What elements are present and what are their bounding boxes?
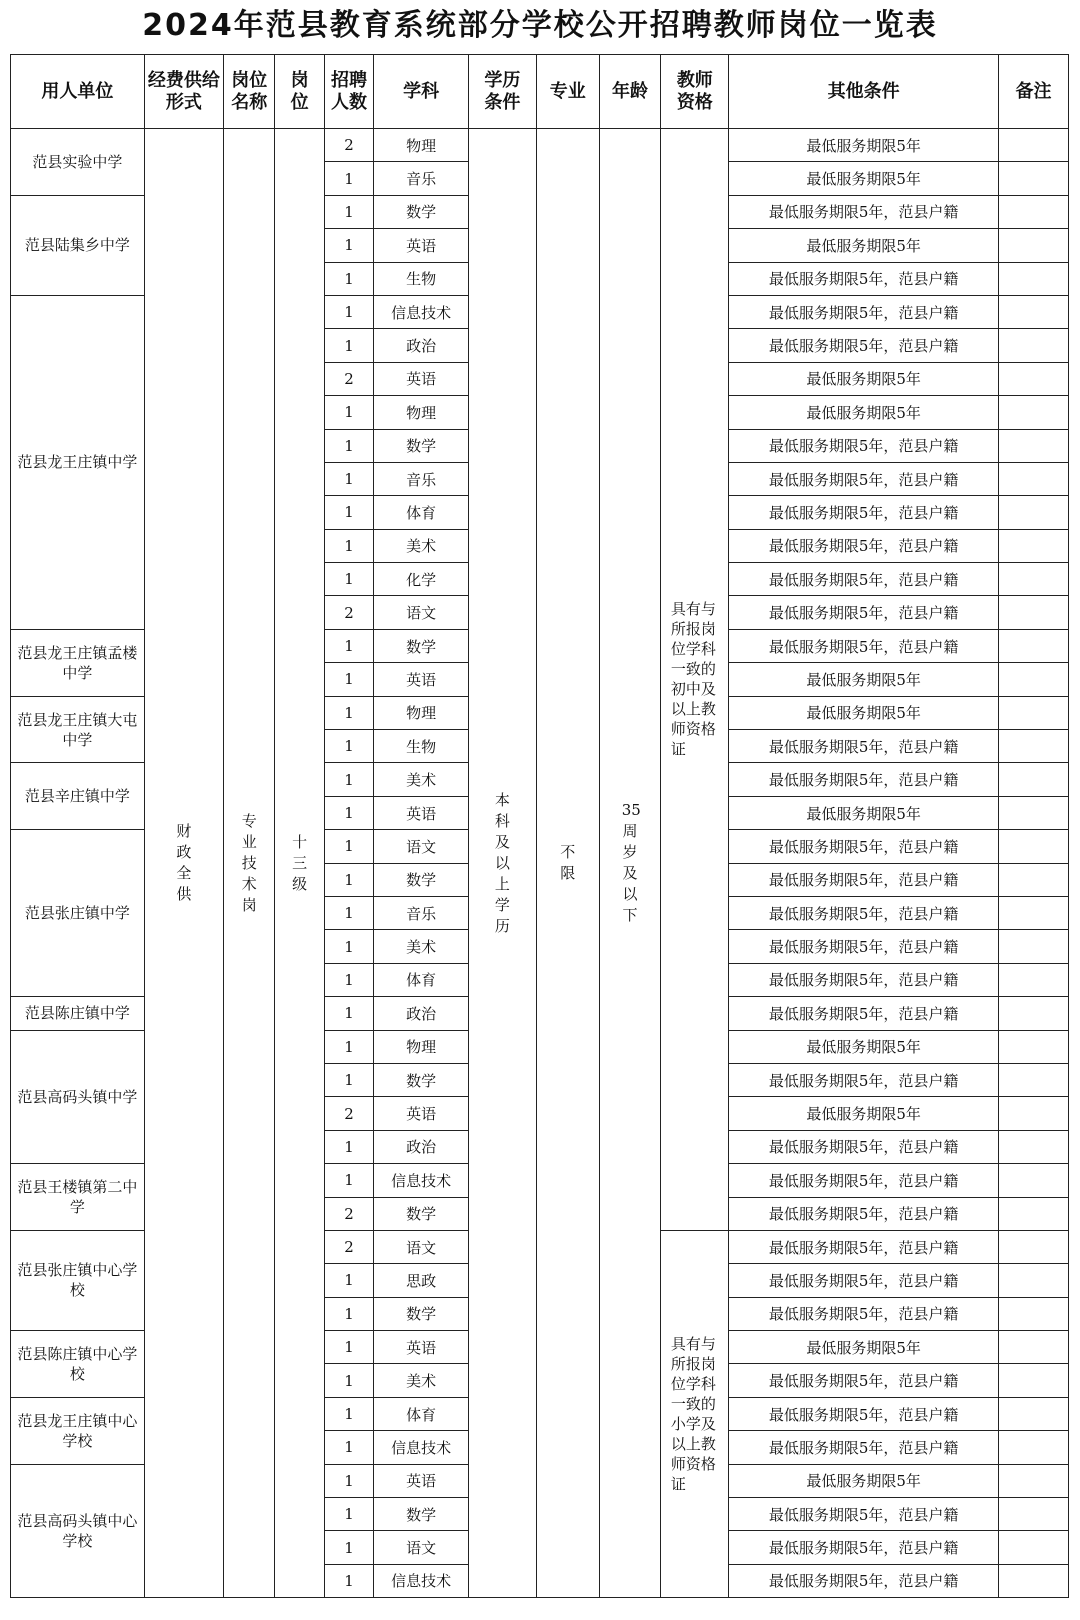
other-cell: 最低服务期限5年，范县户籍: [729, 329, 999, 362]
remark-cell: [998, 1030, 1068, 1063]
other-cell: 最低服务期限5年，范县户籍: [729, 195, 999, 228]
count-cell: 1: [324, 1364, 373, 1397]
subject-cell: 物理: [374, 696, 469, 729]
count-cell: 2: [324, 129, 373, 162]
other-cell: 最低服务期限5年，范县户籍: [729, 529, 999, 562]
remark-cell: [998, 1230, 1068, 1263]
header-count: [324, 55, 373, 129]
other-cell: 最低服务期限5年，范县户籍: [729, 262, 999, 295]
subject-cell: 数学: [374, 1197, 469, 1230]
subject-cell: 美术: [374, 1364, 469, 1397]
subject-cell: 数学: [374, 429, 469, 462]
count-cell: 1: [324, 1331, 373, 1364]
subject-cell: 美术: [374, 763, 469, 796]
count-cell: 1: [324, 863, 373, 896]
remark-cell: [998, 295, 1068, 328]
unit-cell: 范县高码头镇中心学校: [11, 1464, 145, 1598]
count-cell: 1: [324, 563, 373, 596]
other-cell: 最低服务期限5年，范县户籍: [729, 1431, 999, 1464]
remark-cell: [998, 496, 1068, 529]
subject-cell: 英语: [374, 362, 469, 395]
count-cell: 1: [324, 1030, 373, 1063]
count-cell: 1: [324, 195, 373, 228]
remark-cell: [998, 229, 1068, 262]
other-cell: 最低服务期限5年，范县户籍: [729, 830, 999, 863]
remark-cell: [998, 1264, 1068, 1297]
remark-cell: [998, 329, 1068, 362]
other-cell: 最低服务期限5年，范县户籍: [729, 763, 999, 796]
remark-cell: [998, 429, 1068, 462]
grade-cell-text: 十三级: [292, 832, 308, 893]
count-cell: 1: [324, 1164, 373, 1197]
remark-cell: [998, 796, 1068, 829]
teacher-qual-text: 具有与所报岗位学科一致的初中及以上教师资格证: [670, 600, 716, 759]
subject-cell: 数学: [374, 195, 469, 228]
other-cell: 最低服务期限5年，范县户籍: [729, 1297, 999, 1330]
count-cell: 2: [324, 1097, 373, 1130]
count-cell: 1: [324, 396, 373, 429]
remark-cell: [998, 896, 1068, 929]
header-count-text: 招聘人数: [331, 69, 368, 113]
remark-cell: [998, 1397, 1068, 1430]
count-cell: 1: [324, 295, 373, 328]
unit-cell: 范县陈庄镇中心学校: [11, 1331, 145, 1398]
other-cell: 最低服务期限5年，范县户籍: [729, 1264, 999, 1297]
unit-cell: 范县陆集乡中学: [11, 195, 145, 295]
age-cell-text: 35周岁及以下: [621, 801, 641, 925]
other-cell: 最低服务期限5年，范县户籍: [729, 1531, 999, 1564]
other-cell: 最低服务期限5年，范县户籍: [729, 1130, 999, 1163]
header-teacher-qual-text: 教师资格: [676, 69, 713, 113]
subject-cell: 音乐: [374, 896, 469, 929]
other-cell: 最低服务期限5年，范县户籍: [729, 596, 999, 629]
major-cell: [536, 129, 599, 1598]
other-cell: 最低服务期限5年: [729, 1331, 999, 1364]
subject-cell: 体育: [374, 1397, 469, 1430]
subject-cell: 英语: [374, 229, 469, 262]
header-education-text: 学历条件: [484, 69, 521, 113]
unit-cell: 范县王楼镇第二中学: [11, 1164, 145, 1231]
header-grade: [275, 55, 324, 129]
header-position-name: [224, 55, 275, 129]
other-cell: 最低服务期限5年，范县户籍: [729, 1164, 999, 1197]
remark-cell: [998, 529, 1068, 562]
subject-cell: 思政: [374, 1264, 469, 1297]
remark-cell: [998, 1564, 1068, 1597]
remark-cell: [998, 462, 1068, 495]
count-cell: 1: [324, 1397, 373, 1430]
other-cell: 最低服务期限5年: [729, 129, 999, 162]
other-cell: 最低服务期限5年: [729, 362, 999, 395]
count-cell: 1: [324, 696, 373, 729]
position-name-cell: [224, 129, 275, 1598]
grade-cell: [275, 129, 324, 1598]
header-age: 年龄: [599, 55, 661, 129]
header-funding: [144, 55, 223, 129]
subject-cell: 英语: [374, 1097, 469, 1130]
count-cell: 1: [324, 1130, 373, 1163]
count-cell: 1: [324, 429, 373, 462]
subject-cell: 化学: [374, 563, 469, 596]
count-cell: 1: [324, 963, 373, 996]
subject-cell: 语文: [374, 1531, 469, 1564]
count-cell: 1: [324, 796, 373, 829]
unit-cell: 范县张庄镇中学: [11, 830, 145, 997]
count-cell: 1: [324, 1498, 373, 1531]
header-teacher-qual: [661, 55, 729, 129]
age-cell: [599, 129, 661, 1598]
remark-cell: [998, 663, 1068, 696]
other-cell: 最低服务期限5年，范县户籍: [729, 930, 999, 963]
remark-cell: [998, 997, 1068, 1030]
subject-cell: 英语: [374, 663, 469, 696]
count-cell: 1: [324, 629, 373, 662]
count-cell: 1: [324, 162, 373, 195]
count-cell: 1: [324, 1531, 373, 1564]
subject-cell: 英语: [374, 1464, 469, 1497]
other-cell: 最低服务期限5年，范县户籍: [729, 496, 999, 529]
remark-cell: [998, 1364, 1068, 1397]
subject-cell: 体育: [374, 963, 469, 996]
header-other: 其他条件: [729, 55, 999, 129]
header-remark: 备注: [998, 55, 1068, 129]
page-title: 2024年范县教育系统部分学校公开招聘教师岗位一览表: [142, 8, 938, 43]
remark-cell: [998, 930, 1068, 963]
count-cell: 1: [324, 529, 373, 562]
other-cell: 最低服务期限5年，范县户籍: [729, 563, 999, 596]
subject-cell: 数学: [374, 1498, 469, 1531]
subject-cell: 信息技术: [374, 295, 469, 328]
subject-cell: 物理: [374, 1030, 469, 1063]
count-cell: 1: [324, 1063, 373, 1096]
count-cell: 1: [324, 830, 373, 863]
other-cell: 最低服务期限5年: [729, 229, 999, 262]
count-cell: 1: [324, 763, 373, 796]
remark-cell: [998, 162, 1068, 195]
subject-cell: 语文: [374, 596, 469, 629]
remark-cell: [998, 1164, 1068, 1197]
teacher-qual-text: 具有与所报岗位学科一致的小学及以上教师资格证: [670, 1335, 716, 1494]
subject-cell: 政治: [374, 1130, 469, 1163]
subject-cell: 数学: [374, 1063, 469, 1096]
remark-cell: [998, 730, 1068, 763]
subject-cell: 生物: [374, 730, 469, 763]
subject-cell: 数学: [374, 1297, 469, 1330]
remark-cell: [998, 696, 1068, 729]
subject-cell: 体育: [374, 496, 469, 529]
table-row: [11, 129, 1069, 162]
count-cell: 1: [324, 663, 373, 696]
remark-cell: [998, 1531, 1068, 1564]
recruitment-table: [10, 54, 1069, 1598]
other-cell: 最低服务期限5年，范县户籍: [729, 1564, 999, 1597]
other-cell: 最低服务期限5年: [729, 696, 999, 729]
position-name-cell-text: 专业技术岗: [241, 811, 257, 914]
header-subject: 学科: [374, 55, 469, 129]
education-cell: [468, 129, 536, 1598]
remark-cell: [998, 963, 1068, 996]
other-cell: 最低服务期限5年，范县户籍: [729, 429, 999, 462]
other-cell: 最低服务期限5年: [729, 1464, 999, 1497]
subject-cell: 音乐: [374, 162, 469, 195]
subject-cell: 英语: [374, 796, 469, 829]
count-cell: 1: [324, 896, 373, 929]
count-cell: 1: [324, 730, 373, 763]
remark-cell: [998, 763, 1068, 796]
count-cell: 1: [324, 997, 373, 1030]
subject-cell: 物理: [374, 396, 469, 429]
other-cell: 最低服务期限5年，范县户籍: [729, 730, 999, 763]
funding-cell: [144, 129, 223, 1598]
subject-cell: 信息技术: [374, 1564, 469, 1597]
remark-cell: [998, 1130, 1068, 1163]
other-cell: 最低服务期限5年，范县户籍: [729, 896, 999, 929]
remark-cell: [998, 262, 1068, 295]
remark-cell: [998, 1431, 1068, 1464]
subject-cell: 政治: [374, 329, 469, 362]
unit-cell: 范县实验中学: [11, 129, 145, 196]
other-cell: 最低服务期限5年，范县户籍: [729, 863, 999, 896]
remark-cell: [998, 1464, 1068, 1497]
other-cell: 最低服务期限5年: [729, 796, 999, 829]
subject-cell: 音乐: [374, 462, 469, 495]
remark-cell: [998, 596, 1068, 629]
remark-cell: [998, 396, 1068, 429]
count-cell: 1: [324, 930, 373, 963]
unit-cell: 范县辛庄镇中学: [11, 763, 145, 830]
count-cell: 1: [324, 1431, 373, 1464]
remark-cell: [998, 1197, 1068, 1230]
unit-cell: 范县高码头镇中学: [11, 1030, 145, 1164]
other-cell: 最低服务期限5年，范县户籍: [729, 997, 999, 1030]
table-body: [11, 129, 1069, 1598]
other-cell: 最低服务期限5年，范县户籍: [729, 462, 999, 495]
header-row: [11, 55, 1069, 129]
education-cell-text: 本科及以上学历: [494, 790, 510, 935]
other-cell: 最低服务期限5年，范县户籍: [729, 629, 999, 662]
count-cell: 1: [324, 1264, 373, 1297]
other-cell: 最低服务期限5年，范县户籍: [729, 1498, 999, 1531]
count-cell: 1: [324, 329, 373, 362]
remark-cell: [998, 629, 1068, 662]
subject-cell: 语文: [374, 830, 469, 863]
header-education: [468, 55, 536, 129]
header-position-name-text: 岗位名称: [231, 69, 268, 113]
other-cell: 最低服务期限5年，范县户籍: [729, 1063, 999, 1096]
remark-cell: [998, 1097, 1068, 1130]
count-cell: 1: [324, 229, 373, 262]
count-cell: 2: [324, 596, 373, 629]
other-cell: 最低服务期限5年，范县户籍: [729, 963, 999, 996]
header-major: 专业: [536, 55, 599, 129]
remark-cell: [998, 1331, 1068, 1364]
remark-cell: [998, 830, 1068, 863]
unit-cell: 范县龙王庄镇中心学校: [11, 1397, 145, 1464]
remark-cell: [998, 1063, 1068, 1096]
subject-cell: 政治: [374, 997, 469, 1030]
subject-cell: 语文: [374, 1230, 469, 1263]
unit-cell: 范县张庄镇中心学校: [11, 1230, 145, 1330]
count-cell: 2: [324, 1230, 373, 1263]
other-cell: 最低服务期限5年，范县户籍: [729, 1397, 999, 1430]
count-cell: 2: [324, 1197, 373, 1230]
subject-cell: 物理: [374, 129, 469, 162]
other-cell: 最低服务期限5年: [729, 663, 999, 696]
other-cell: 最低服务期限5年: [729, 162, 999, 195]
unit-cell: 范县龙王庄镇大屯中学: [11, 696, 145, 763]
subject-cell: 生物: [374, 262, 469, 295]
unit-cell: 范县陈庄镇中学: [11, 997, 145, 1030]
subject-cell: 美术: [374, 930, 469, 963]
other-cell: 最低服务期限5年: [729, 396, 999, 429]
remark-cell: [998, 563, 1068, 596]
remark-cell: [998, 129, 1068, 162]
count-cell: 1: [324, 496, 373, 529]
count-cell: 1: [324, 262, 373, 295]
subject-cell: 美术: [374, 529, 469, 562]
subject-cell: 数学: [374, 863, 469, 896]
header-grade-text: 岗位: [290, 69, 309, 113]
funding-cell-text: 财政全供: [176, 822, 192, 904]
unit-cell: 范县龙王庄镇孟楼中学: [11, 629, 145, 696]
unit-cell: 范县龙王庄镇中学: [11, 295, 145, 629]
remark-cell: [998, 1297, 1068, 1330]
other-cell: 最低服务期限5年，范县户籍: [729, 1197, 999, 1230]
subject-cell: 英语: [374, 1331, 469, 1364]
remark-cell: [998, 195, 1068, 228]
other-cell: 最低服务期限5年: [729, 1030, 999, 1063]
count-cell: 1: [324, 1297, 373, 1330]
subject-cell: 数学: [374, 629, 469, 662]
count-cell: 2: [324, 362, 373, 395]
remark-cell: [998, 863, 1068, 896]
count-cell: 1: [324, 1464, 373, 1497]
major-cell-text: 不限: [560, 843, 576, 883]
other-cell: 最低服务期限5年: [729, 1097, 999, 1130]
header-funding-text: 经费供给形式: [147, 69, 220, 113]
count-cell: 1: [324, 1564, 373, 1597]
other-cell: 最低服务期限5年，范县户籍: [729, 1364, 999, 1397]
header-unit: 用人单位: [11, 55, 145, 129]
remark-cell: [998, 1498, 1068, 1531]
remark-cell: [998, 362, 1068, 395]
count-cell: 1: [324, 462, 373, 495]
teacher-qual-cell: [661, 129, 729, 1231]
subject-cell: 信息技术: [374, 1164, 469, 1197]
other-cell: 最低服务期限5年，范县户籍: [729, 1230, 999, 1263]
other-cell: 最低服务期限5年，范县户籍: [729, 295, 999, 328]
teacher-qual-cell: [661, 1230, 729, 1597]
subject-cell: 信息技术: [374, 1431, 469, 1464]
